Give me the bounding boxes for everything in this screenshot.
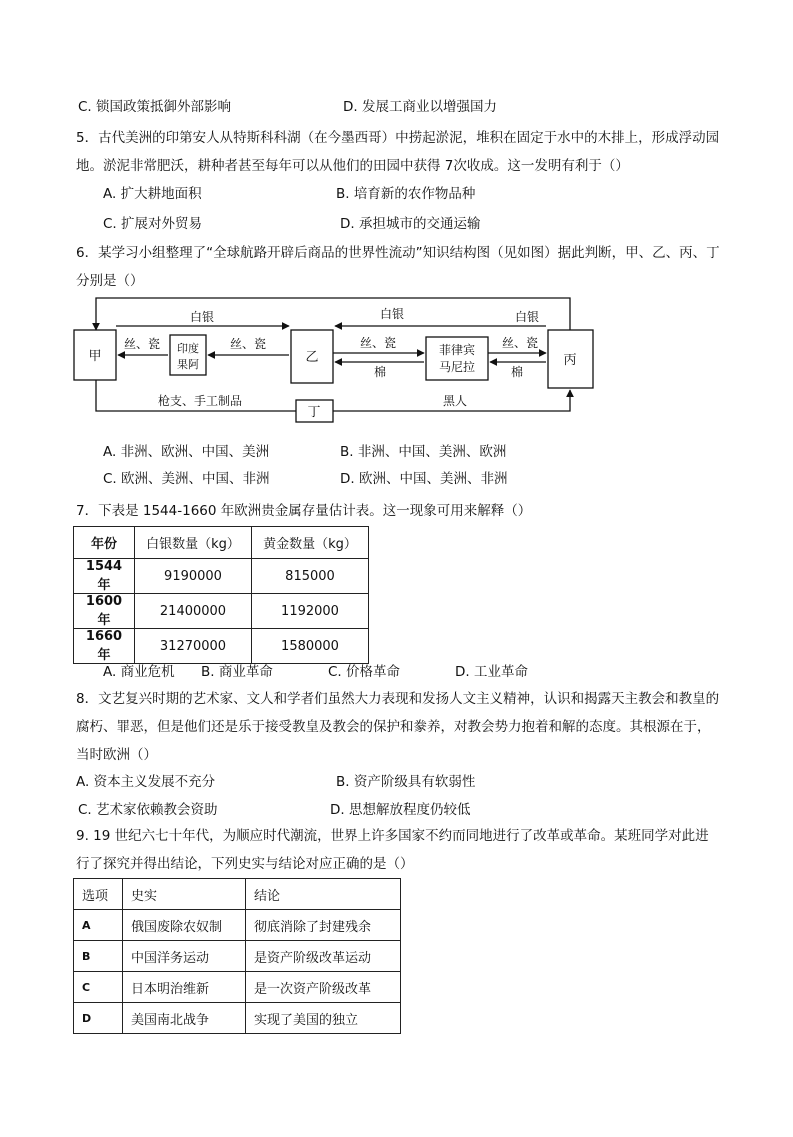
table-row	[74, 594, 369, 629]
table-cell: 1660 年	[74, 629, 135, 664]
q4-option-c: C. 锁国政策抵御外部影响	[78, 99, 232, 115]
q6-option-c: C. 欧洲、美洲、中国、非洲	[103, 471, 270, 487]
q9-stem: 9. 19 世纪六七十年代，为顺应时代潮流，世界上许多国家不约而同地进行了改革或革命。某班同学对此进行了探究并得出结论，下列史实与结论对应正确的是（）	[76, 828, 709, 872]
table-cell: 1580000	[252, 629, 369, 664]
q6-option-d: D. 欧洲、中国、美洲、非洲	[340, 471, 508, 487]
table-cell: 1544 年	[74, 559, 135, 594]
table-header: 黄金数量（kg）	[252, 527, 369, 559]
q4-option-d: D. 发展工商业以增强国力	[343, 99, 497, 115]
label-bing: 丙	[563, 353, 577, 368]
table-cell: 9190000	[135, 559, 252, 594]
table-row	[74, 941, 401, 972]
label-ding: 丁	[307, 405, 321, 420]
label-silver-right: 白银	[514, 310, 540, 324]
q5-option-a: A. 扩大耕地面积	[103, 186, 202, 202]
q6-option-b: B. 非洲、中国、美洲、欧洲	[340, 444, 507, 460]
q5-option-c: C. 扩展对外贸易	[103, 216, 203, 232]
q6-stem: 6．某学习小组整理了“全球航路开辟后商品的世界性流动”知识结构图（见如图）据此判断，甲、乙、丙、丁分别是（）	[76, 245, 720, 289]
label-manila-1: 菲律宾	[438, 343, 476, 357]
table-cell: 实现了美国的独立	[246, 1003, 401, 1034]
label-jia: 甲	[88, 349, 102, 364]
label-silver-left: 白银	[189, 310, 215, 324]
q8-option-b: B. 资产阶级具有软弱性	[336, 774, 476, 790]
table-row	[74, 559, 369, 594]
q8-option-a: A. 资本主义发展不充分	[76, 774, 216, 790]
label-cotton-2: 棉	[510, 365, 524, 379]
label-guns: 枪支、手工制品	[157, 394, 243, 408]
table-cell: B	[74, 941, 123, 972]
table-cell: 1192000	[252, 594, 369, 629]
table-row	[74, 1003, 401, 1034]
q7-option-b: B. 商业革命	[201, 664, 273, 680]
label-india-1: 印度	[177, 342, 199, 355]
q7-option-c: C. 价格革命	[328, 664, 401, 680]
table-cell: 815000	[252, 559, 369, 594]
q5-stem: 5．古代美洲的印第安人从特斯科科湖（在今墨西哥）中捞起淤泥，堆积在固定于水中的木排上，形成浮动园地。淤泥非常肥沃，耕种者甚至每年可以从他们的田园中获得 7次收成。这一发明有利于（）	[76, 130, 720, 174]
table-cell: 31270000	[135, 629, 252, 664]
table-cell: 中国洋务运动	[123, 941, 246, 972]
q6-option-a: A. 非洲、欧洲、中国、美洲	[103, 444, 270, 460]
q7-option-a: A. 商业危机	[103, 664, 175, 680]
table-row	[74, 972, 401, 1003]
label-yi: 乙	[305, 350, 319, 365]
q8-stem: 8．文艺复兴时期的艺术家、文人和学者们虽然大力表现和发扬人文主义精神，认识和揭露天主教会和教皇的腐朽、罪恶，但是他们还是乐于接受教皇及教会的保护和豢养，对教会势力抱着和解的态度。其根源在于，当时欧洲（）	[76, 691, 720, 763]
table-cell: 俄国废除农奴制	[123, 910, 246, 941]
table-cell: 美国南北战争	[123, 1003, 246, 1034]
label-india-2: 果阿	[177, 358, 199, 371]
table-row	[74, 910, 401, 941]
q5-option-d: D. 承担城市的交通运输	[340, 216, 481, 232]
table-row	[74, 629, 369, 664]
table-cell: D	[74, 1003, 123, 1034]
reform-table	[73, 878, 401, 1034]
q5-option-b: B. 培育新的农作物品种	[336, 186, 476, 202]
table-cell: C	[74, 972, 123, 1003]
label-cotton-1: 棉	[373, 365, 387, 379]
label-manila-2: 马尼拉	[438, 360, 476, 374]
arrow-silver-bing-to-jia	[96, 298, 570, 330]
silver-gold-table	[73, 526, 369, 664]
label-silk-3: 丝、瓷	[359, 336, 397, 350]
q8-option-d: D. 思想解放程度仍较低	[330, 802, 471, 818]
table-header: 史实	[123, 879, 246, 910]
table-cell: 彻底消除了封建残余	[246, 910, 401, 941]
table-header: 结论	[246, 879, 401, 910]
table-cell: 1600 年	[74, 594, 135, 629]
table-cell: 日本明治维新	[123, 972, 246, 1003]
label-silk-2: 丝、瓷	[229, 337, 267, 351]
q7-stem: 7．下表是 1544-1660 年欧洲贵金属存量估计表。这一现象可用来解释（）	[76, 503, 532, 519]
table-cell: A	[74, 910, 123, 941]
trade-flow-diagram	[60, 292, 600, 427]
table-header: 年份	[74, 527, 135, 559]
table-header-row	[74, 527, 369, 559]
table-header: 选项	[74, 879, 123, 910]
table-cell: 21400000	[135, 594, 252, 629]
table-cell: 是一次资产阶级改革	[246, 972, 401, 1003]
table-cell: 是资产阶级改革运动	[246, 941, 401, 972]
table-header-row	[74, 879, 401, 910]
table-header: 白银数量（kg）	[135, 527, 252, 559]
q7-option-d: D. 工业革命	[455, 664, 528, 680]
q8-option-c: C. 艺术家依赖教会资助	[78, 802, 218, 818]
label-silver-mid: 白银	[379, 307, 405, 321]
label-silk-1: 丝、瓷	[123, 337, 161, 351]
label-slaves: 黑人	[442, 394, 468, 408]
label-silk-4: 丝、瓷	[501, 336, 539, 350]
